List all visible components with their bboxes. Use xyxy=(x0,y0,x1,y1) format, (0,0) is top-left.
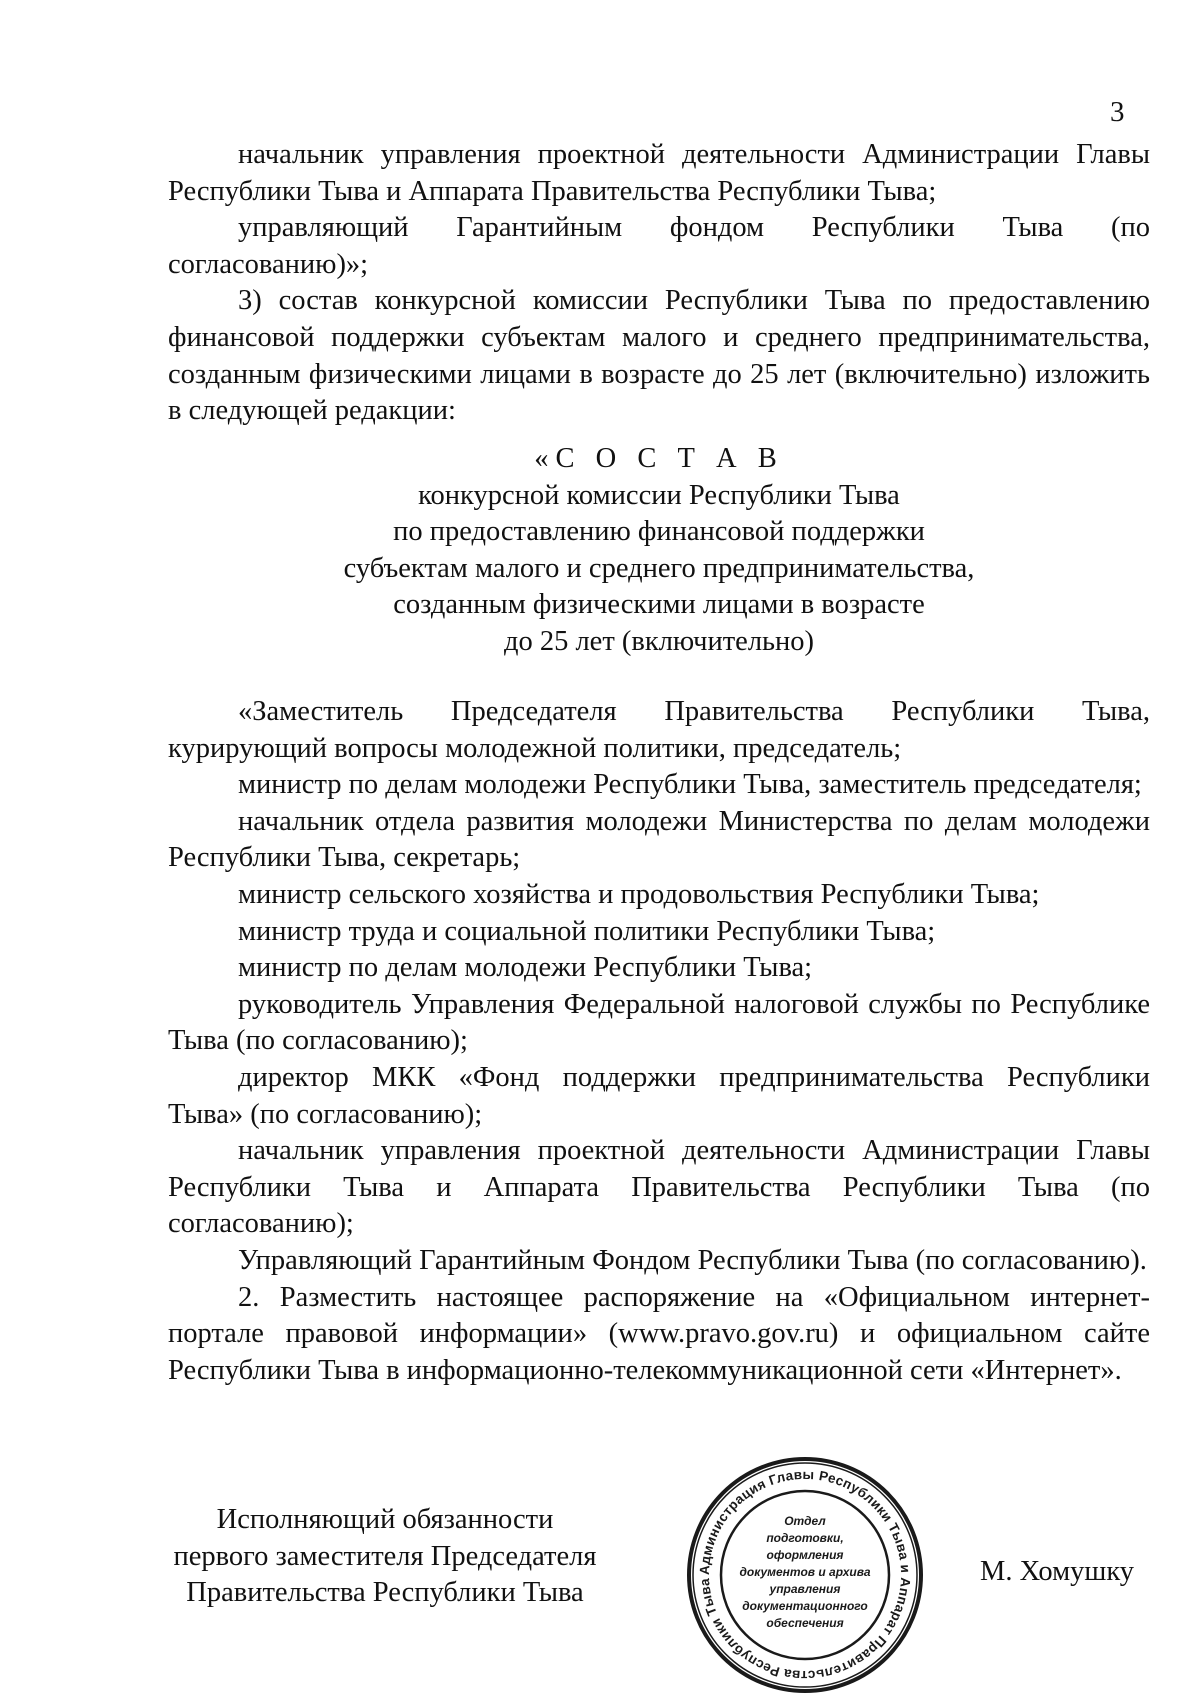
svg-text:Отдел: Отдел xyxy=(784,1514,826,1528)
member-item: министр труда и социальной политики Республики Тыва; xyxy=(238,915,936,947)
composition-heading xyxy=(168,441,1150,661)
page-number: 3 xyxy=(1110,96,1125,128)
top-paragraphs xyxy=(168,137,1150,430)
paragraph: начальник управления проектной деятельности Администрации Главы Республики Тыва и Аппарата Правительства Республики Тыва; xyxy=(168,139,1150,207)
member-item: Управляющий Гарантийным Фондом Республики Тыва (по согласованию). xyxy=(238,1244,1147,1276)
paragraph: 3) состав конкурсной комиссии Республики Тыва по предоставлению финансовой поддержки субъектам малого и среднего предпринимательства, созданным физическими лицами в возрасте до 25 лет (включительно) изложить в следующей редакции: xyxy=(168,285,1150,427)
paragraph: управляющий Гарантийным фондом Республики Тыва (по согласованию)»; xyxy=(168,212,1150,280)
heading-title: «С О С Т А В xyxy=(534,443,784,474)
member-item: начальник отдела развития молодежи Министерства по делам молодежи Республики Тыва, секретарь; xyxy=(168,805,1150,874)
clause-2: 2. Разместить настоящее распоряжение на «Официальном интернет-портале правовой информации» (www.pravo.gov.ru) и официальном сайте Республики Тыва в информационно-телекоммуникационной сети «Интернет». xyxy=(168,1281,1150,1386)
svg-text:обеспечения: обеспечения xyxy=(766,1616,844,1630)
signatory-name: М. Хомушку xyxy=(980,1556,1135,1587)
signatory-line: Правительства Республики Тыва xyxy=(186,1577,584,1609)
member-item: директор МКК «Фонд поддержки предпринимательства Республики Тыва» (по согласованию); xyxy=(168,1061,1150,1130)
heading-line: субъектам малого и среднего предпринимательства, xyxy=(343,552,975,584)
heading-line: до 25 лет (включительно) xyxy=(503,625,815,657)
svg-text:управления: управления xyxy=(769,1582,841,1596)
member-item: министр сельского хозяйства и продовольствия Республики Тыва; xyxy=(238,878,1040,910)
heading-line: созданным физическими лицами в возрасте xyxy=(393,589,925,621)
member-item: руководитель Управления Федеральной налоговой службы по Республике Тыва (по согласованию); xyxy=(168,988,1150,1057)
heading-line: конкурсной комиссии Республики Тыва xyxy=(418,479,900,511)
seal-outer-text: Администрация Главы Республики Тыва и Аппарат Правительства Республики Тыва xyxy=(696,1466,914,1684)
members-list xyxy=(168,694,1150,1389)
member-item: министр по делам молодежи Республики Тыва, заместитель председателя; xyxy=(238,769,1142,801)
seal-inner-text xyxy=(739,1514,870,1630)
heading-line: по предоставлению финансовой поддержки xyxy=(393,516,925,548)
signatory-line: первого заместителя Председателя xyxy=(173,1540,597,1572)
member-item: начальник управления проектной деятельности Администрации Главы Республики Тыва и Аппарата Правительства Республики Тыва (по согласованию); xyxy=(168,1135,1150,1240)
signatory-position xyxy=(160,1502,610,1612)
member-item: «Заместитель Председателя Правительства Республики Тыва, курирующий вопросы молодежной политики, председатель; xyxy=(168,696,1150,764)
member-item: министр по делам молодежи Республики Тыва; xyxy=(238,952,813,984)
official-seal-stamp xyxy=(685,1455,925,1695)
svg-text:подготовки,: подготовки, xyxy=(766,1531,844,1545)
svg-text:документов и архива: документов и архива xyxy=(739,1565,871,1579)
signatory-line: Исполняющий обязанности xyxy=(216,1504,554,1535)
svg-text:документационного: документационного xyxy=(742,1599,868,1613)
svg-text:оформления: оформления xyxy=(766,1548,844,1562)
